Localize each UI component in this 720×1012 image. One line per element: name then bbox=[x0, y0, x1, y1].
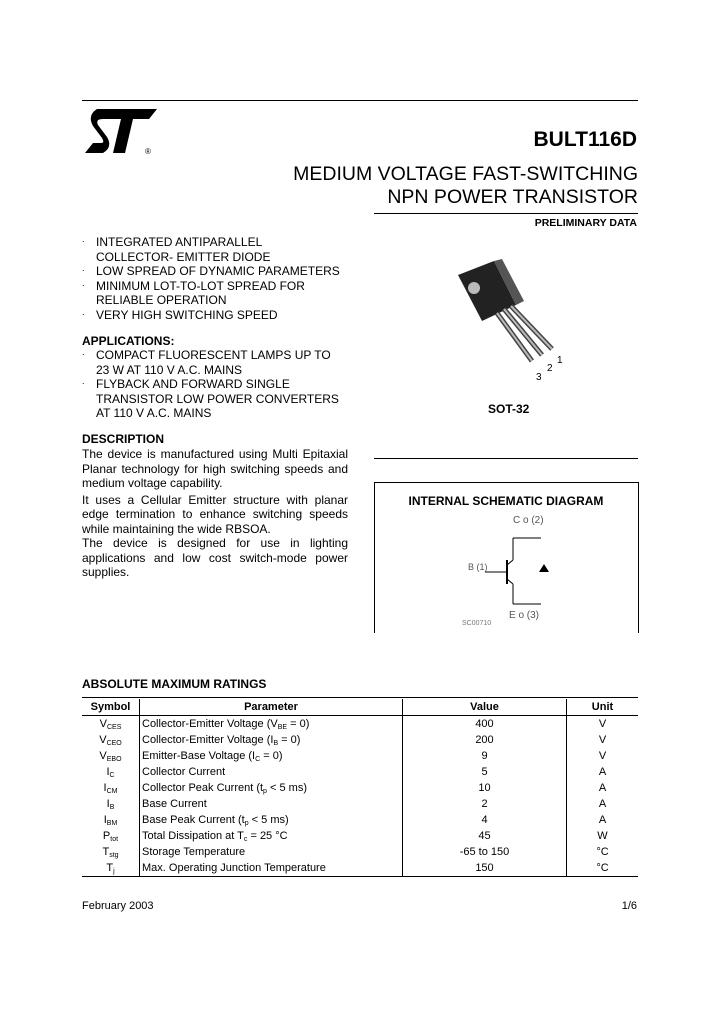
amr-title: ABSOLUTE MAXIMUM RATINGS bbox=[82, 677, 267, 691]
col-value: Value bbox=[403, 699, 567, 716]
table-row: VCES Collector-Emitter Voltage (VBE = 0) 400 V bbox=[82, 716, 638, 733]
top-rule bbox=[82, 100, 638, 101]
feature-item: . INTEGRATED ANTIPARALLEL bbox=[82, 234, 263, 249]
schematic-code: SC00710 bbox=[462, 620, 492, 627]
table-row: ICM Collector Peak Current (tp < 5 ms) 10 A bbox=[82, 780, 638, 796]
st-logo-icon bbox=[83, 107, 161, 155]
table-row: IB Base Current 2 A bbox=[82, 796, 638, 812]
description-p1: The device is manufactured using Multi Epitaxial Planar technology for high switching speeds and medium voltage capability. bbox=[82, 447, 348, 490]
feature-item: RELIABLE OPERATION bbox=[96, 293, 227, 307]
title-line-1: MEDIUM VOLTAGE FAST-SWITCHING bbox=[293, 163, 638, 185]
page-number: 1/6 bbox=[621, 900, 637, 912]
table-row: Ptot Total Dissipation at Tc = 25 °C 45 W bbox=[82, 828, 638, 844]
collector-label: C o (2) bbox=[513, 515, 544, 526]
pin-label-1: 1 bbox=[557, 355, 563, 366]
description-p2: It uses a Cellular Emitter structure with planar edge termination to enhance switching speeds while maintaining the wide RBSOA. bbox=[82, 492, 348, 536]
description-p3: The device is designed for use in lighting applications and low cost switch-mode power supplies. bbox=[82, 536, 348, 579]
feature-item: . MINIMUM LOT-TO-LOT SPREAD FOR bbox=[82, 277, 305, 293]
svg-text:®: ® bbox=[145, 147, 151, 155]
schematic-title: INTERNAL SCHEMATIC DIAGRAM bbox=[408, 494, 604, 508]
footer-date: February 2003 bbox=[82, 900, 154, 912]
col-unit: Unit bbox=[567, 699, 639, 716]
table-row: IBM Base Peak Current (tp < 5 ms) 4 A bbox=[82, 812, 638, 828]
col-parameter: Parameter bbox=[140, 699, 403, 716]
package-rule bbox=[374, 458, 638, 459]
description-heading: DESCRIPTION bbox=[82, 432, 165, 446]
base-label: B (1) bbox=[468, 562, 488, 572]
absolute-maximum-ratings-table bbox=[82, 699, 638, 877]
emitter-label: E o (3) bbox=[509, 610, 540, 621]
description-body bbox=[82, 447, 348, 580]
feature-item: COLLECTOR- EMITTER DIODE bbox=[96, 249, 271, 264]
application-item: AT 110 V A.C. MAINS bbox=[96, 406, 212, 420]
document-title bbox=[293, 163, 638, 209]
applications-heading: APPLICATIONS: bbox=[82, 334, 175, 348]
pin-label-2: 2 bbox=[547, 363, 553, 374]
features-list bbox=[82, 235, 340, 322]
package-drawing bbox=[374, 233, 638, 463]
table-row: Tj Max. Operating Junction Temperature 150 °C bbox=[82, 860, 638, 877]
table-header-row bbox=[82, 699, 638, 716]
application-item: 23 W AT 110 V A.C. MAINS bbox=[96, 362, 243, 377]
title-rule bbox=[374, 213, 638, 214]
application-item: . FLYBACK AND FORWARD SINGLE bbox=[82, 376, 290, 391]
applications-list bbox=[82, 348, 339, 421]
table-row: VEBO Emitter-Base Voltage (IC = 0) 9 V bbox=[82, 748, 638, 764]
title-line-2: NPN POWER TRANSISTOR bbox=[387, 186, 638, 208]
preliminary-label: PRELIMINARY DATA bbox=[534, 217, 637, 229]
application-item: TRANSISTOR LOW POWER CONVERTERS bbox=[96, 391, 339, 406]
part-number: BULT116D bbox=[533, 128, 637, 151]
feature-item: . VERY HIGH SWITCHING SPEED bbox=[82, 306, 278, 322]
pin-label-3: 3 bbox=[536, 372, 542, 383]
application-item: . COMPACT FLUORESCENT LAMPS UP TO bbox=[82, 347, 331, 362]
feature-item: . LOW SPREAD OF DYNAMIC PARAMETERS bbox=[82, 263, 340, 278]
amr-top-rule bbox=[82, 697, 638, 698]
table-row: Tstg Storage Temperature -65 to 150 °C bbox=[82, 844, 638, 860]
col-symbol: Symbol bbox=[82, 699, 140, 716]
package-label: SOT-32 bbox=[488, 402, 530, 416]
table-row: IC Collector Current 5 A bbox=[82, 764, 638, 780]
table-row: VCEO Collector-Emitter Voltage (IB = 0) 200 V bbox=[82, 732, 638, 748]
